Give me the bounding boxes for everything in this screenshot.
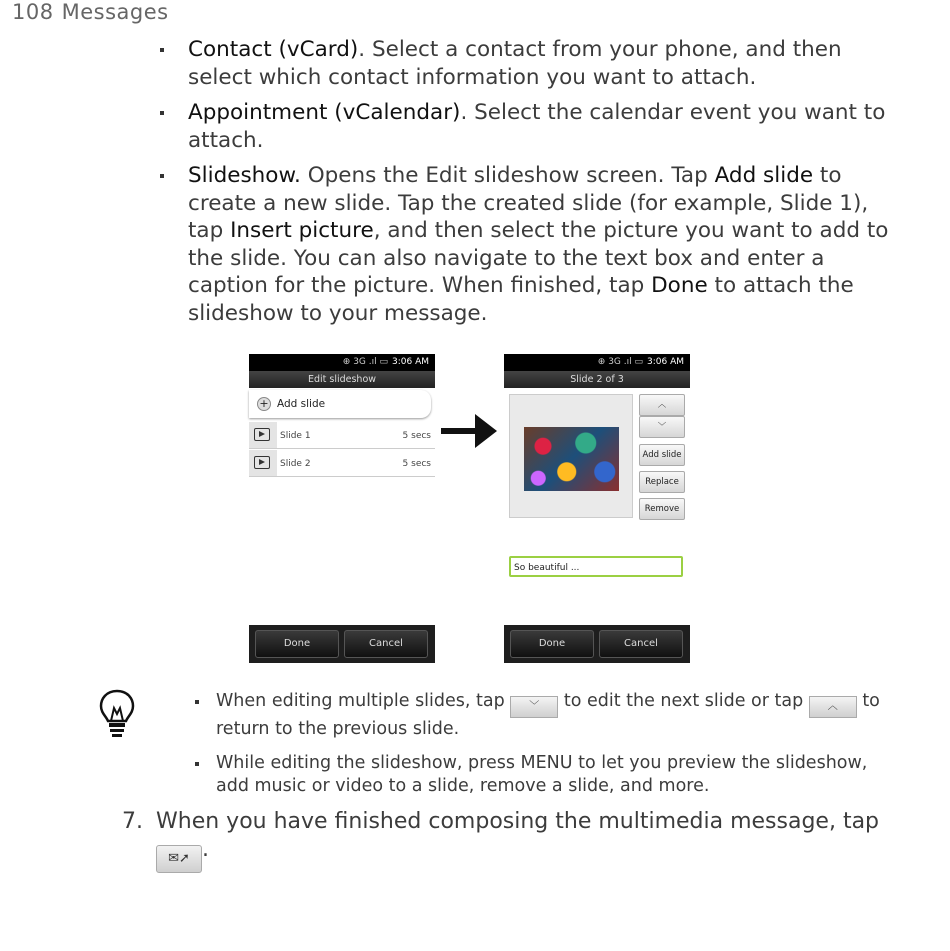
phone-slide-editor (504, 354, 690, 663)
bullet-vcalendar (160, 99, 910, 154)
slide-row[interactable] (249, 422, 435, 449)
step-body: When you have finished composing the multimedia message, tap (156, 809, 880, 834)
bullet-keyword: Slideshow. (188, 163, 301, 188)
bullet-text: to attach the slideshow to your message. (188, 273, 854, 326)
tip-item (195, 752, 895, 799)
attachment-bullets (160, 36, 910, 335)
done-button[interactable]: Done (510, 630, 594, 658)
slide-row[interactable] (249, 450, 435, 477)
slide-duration: 5 secs (402, 431, 431, 441)
caption-input[interactable]: So beautiful ... (509, 556, 683, 577)
arrow-right-icon (441, 414, 497, 448)
slide-editor-screen (504, 388, 690, 625)
status-icons: ⊕ 3G .ıl ▭ (342, 357, 388, 367)
page-number: 108 (12, 0, 54, 24)
tip-text: to return to the previous slide. (216, 691, 880, 739)
bullet-dot (160, 174, 164, 178)
slideshow-icon (249, 422, 277, 448)
picture-frame[interactable] (509, 394, 633, 518)
section-title: Messages (61, 0, 169, 24)
bullet-dot (195, 700, 199, 704)
status-bar (249, 354, 435, 371)
status-icons: ⊕ 3G .ıl ▭ (597, 357, 643, 367)
send-icon: ✉➚ (156, 845, 202, 873)
slide-name: Slide 2 (280, 459, 311, 469)
status-time: 3:06 AM (392, 357, 429, 367)
add-slide-button[interactable]: Add slide (639, 444, 685, 466)
tip-text: While editing the slideshow, press MENU to let you preview the slideshow, add music or video to a slide, remove a slide, and more. (216, 752, 868, 796)
bullet-text: . Select the calendar event you want to attach. (188, 100, 886, 153)
step-7 (122, 808, 882, 873)
bottom-button-bar (504, 625, 690, 663)
slide-name: Slide 1 (280, 431, 311, 441)
bullet-keyword: Contact (vCard) (188, 37, 359, 62)
bullet-keyword: Insert picture (230, 218, 374, 243)
bullet-dot (160, 111, 164, 115)
bottom-button-bar (249, 625, 435, 663)
bullet-keyword: Done (651, 273, 708, 298)
step-end: . (202, 837, 209, 862)
add-slide-row[interactable] (249, 390, 431, 418)
slideshow-icon (249, 450, 277, 476)
step-text (156, 808, 882, 873)
cancel-button[interactable]: Cancel (344, 630, 428, 658)
add-slide-label: Add slide (277, 398, 326, 410)
tip-text: When editing multiple slides, tap (216, 691, 511, 711)
bullet-dot (195, 762, 199, 766)
next-slide-button[interactable]: ﹀ (639, 416, 685, 438)
previous-slide-button[interactable]: ︿ (639, 394, 685, 416)
status-time: 3:06 AM (647, 357, 684, 367)
step-number: 7. (122, 809, 143, 834)
plus-icon: + (257, 397, 271, 411)
bullet-dot (160, 48, 164, 52)
screen-title: Edit slideshow (249, 371, 435, 388)
bullet-text: to create a new slide. Tap the created slide (for example, Slide 1), tap (188, 163, 869, 243)
bullet-keyword: Add slide (714, 163, 814, 188)
page-header (12, 0, 169, 24)
chevron-up-icon: ︿ (809, 696, 857, 718)
slide-duration: 5 secs (402, 459, 431, 469)
chevron-down-icon: ﹀ (510, 696, 558, 718)
bullet-slideshow (160, 162, 910, 327)
screen-title: Slide 2 of 3 (504, 371, 690, 388)
slide-picture (524, 427, 619, 491)
cancel-button[interactable]: Cancel (599, 630, 683, 658)
bullet-text: Opens the Edit slideshow screen. Tap (300, 163, 715, 188)
slide-list-screen (249, 388, 435, 625)
status-bar (504, 354, 690, 371)
remove-button[interactable]: Remove (639, 498, 685, 520)
bullet-text: , and then select the picture you want to add to the slide. You can also navigate to the text box and enter a caption for the picture. When finished, tap (188, 218, 889, 298)
done-button[interactable]: Done (255, 630, 339, 658)
bullet-text: . Select a contact from your phone, and then select which contact information you want to attach. (188, 37, 842, 90)
replace-button[interactable]: Replace (639, 471, 685, 493)
lightbulb-icon (95, 688, 139, 738)
bullet-keyword: Appointment (vCalendar) (188, 100, 461, 125)
tips-list (195, 690, 895, 809)
tip-item (195, 690, 895, 742)
tip-text: to edit the next slide or tap (558, 691, 809, 711)
phone-edit-slideshow (249, 354, 435, 663)
bullet-vcard (160, 36, 910, 91)
